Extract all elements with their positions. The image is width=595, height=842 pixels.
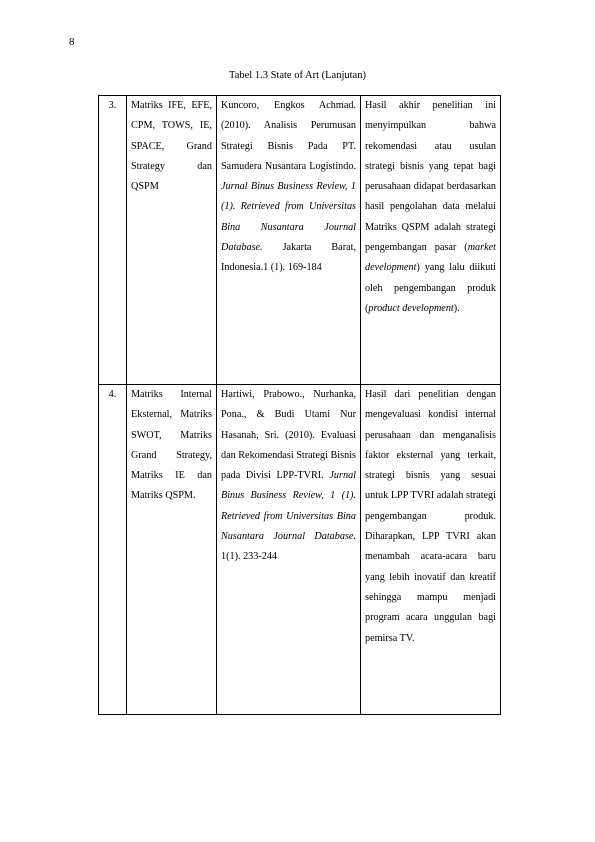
reference-journal: Jurnal Binus Business Review, 1 (1). Retrieved from Universitas Bina Nusantara Journal Database. [221, 181, 356, 254]
row-number: 3. [99, 96, 127, 385]
research-result: Hasil dari penelitian dengan mengevaluasi kondisi internal perusahaan dan menganalisis faktor eksternal yang terkait, strategi bisnis yang sesuai untuk LPP TVRI adalah strategi pengembangan produk. Diharapkan, LPP TVRI akan menambah acara-acara baru yang lebih inovatif dan kreatif sehingga mampu menjadi program acara unggulan bagi pemirsa TV. [361, 385, 501, 715]
result-term: market development [365, 242, 496, 274]
table-row [99, 385, 501, 715]
research-result [361, 96, 501, 385]
table-row [99, 96, 501, 385]
result-term: product development [368, 302, 454, 314]
result-text: ). [453, 302, 460, 314]
result-text: ) yang lalu diikuti oleh pengembangan produk ( [365, 262, 496, 314]
reference-authors: Hartiwi, Prabowo., Nurhanka, Pona., & Budi Utami Nur Hasanah, Sri. (2010). Evaluasi dan Rekomendasi Strategi Bisnis pada Divisi LPP-TVRI. [221, 389, 356, 482]
reference [217, 96, 361, 385]
result-text: Hasil akhir penelitian ini menyimpulkan bahwa rekomendasi atau usulan strategi bisnis yang tepat bagi perusahaan didapat berdasarkan hasil pengolahan data melalui Matriks QSPM adalah strategi pengembangan pasar ( [365, 100, 496, 254]
reference-tail: Jakarta Barat, Indonesia.1 (1). 169-184 [221, 242, 356, 274]
row-number: 4. [99, 385, 127, 715]
table-caption: Tabel 1.3 State of Art (Lanjutan) [229, 70, 366, 81]
page-number: 8 [69, 36, 75, 48]
reference-tail: 1(1). 233-244 [221, 551, 278, 563]
reference-authors: Kuncoro, Engkos Achmad. (2010). Analisis Perumusan Strategi Bisnis Pada PT. Samudera Nusantara Logistindo. [221, 100, 356, 172]
analysis-tools: Matriks IFE, EFE, CPM, TOWS, IE, SPACE, Grand Strategy dan QSPM [127, 96, 217, 385]
analysis-tools: Matriks Internal Eksternal, Matriks SWOT, Matriks Grand Strategy, Matriks IE dan Matriks QSPM. [127, 385, 217, 715]
reference-journal: Jurnal Binus Business Review, 1 (1). Retrieved from Universitas Bina Nusantara Journal Database. [221, 470, 357, 543]
state-of-art-table [98, 95, 501, 715]
reference [217, 385, 361, 715]
